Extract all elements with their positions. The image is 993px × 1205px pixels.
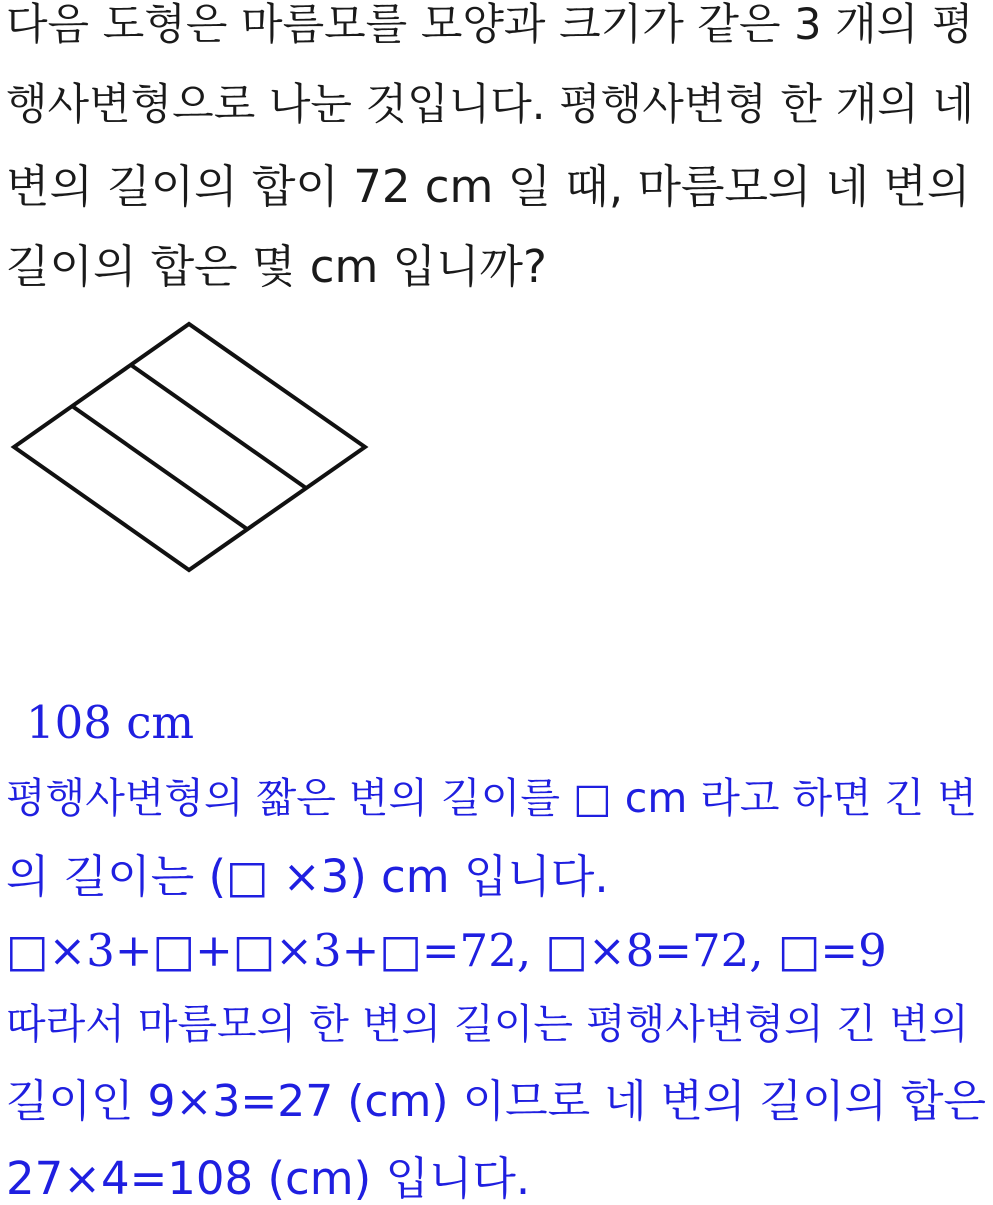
question-line-2: 행사변형으로 나눈 것입니다. 평행사변형 한 개의 네 bbox=[6, 80, 974, 130]
question-line-1: 다음 도형은 마름모를 모양과 크기가 같은 3 개의 평 bbox=[6, 0, 974, 50]
question-line-3: 변의 길이의 합이 72 cm 일 때, 마름모의 네 변의 bbox=[6, 160, 971, 213]
explanation-line-5: 길이인 9×3=27 (cm) 이므로 네 변의 길이의 합은 bbox=[6, 1076, 987, 1127]
explanation-line-4: 따라서 마름모의 한 변의 길이는 평행사변형의 긴 변의 bbox=[6, 1000, 969, 1048]
answer-value: 108 cm bbox=[26, 696, 195, 749]
question-line-4: 길이의 합은 몇 cm 입니까? bbox=[6, 240, 547, 293]
rhombus-figure bbox=[8, 318, 378, 578]
explanation-line-2: 의 길이는 (□ ×3) cm 입니다. bbox=[6, 850, 609, 903]
explanation-line-6: 27×4=108 (cm) 입니다. bbox=[6, 1152, 531, 1205]
explanation-line-3: □×3+□+□×3+□=72, □×8=72, □=9 bbox=[6, 924, 887, 977]
divider-line-2 bbox=[131, 365, 306, 488]
divider-line-1 bbox=[72, 406, 247, 529]
explanation-line-1: 평행사변형의 짧은 변의 길이를 □ cm 라고 하면 긴 변 bbox=[6, 774, 978, 822]
rhombus-outline bbox=[14, 324, 365, 570]
